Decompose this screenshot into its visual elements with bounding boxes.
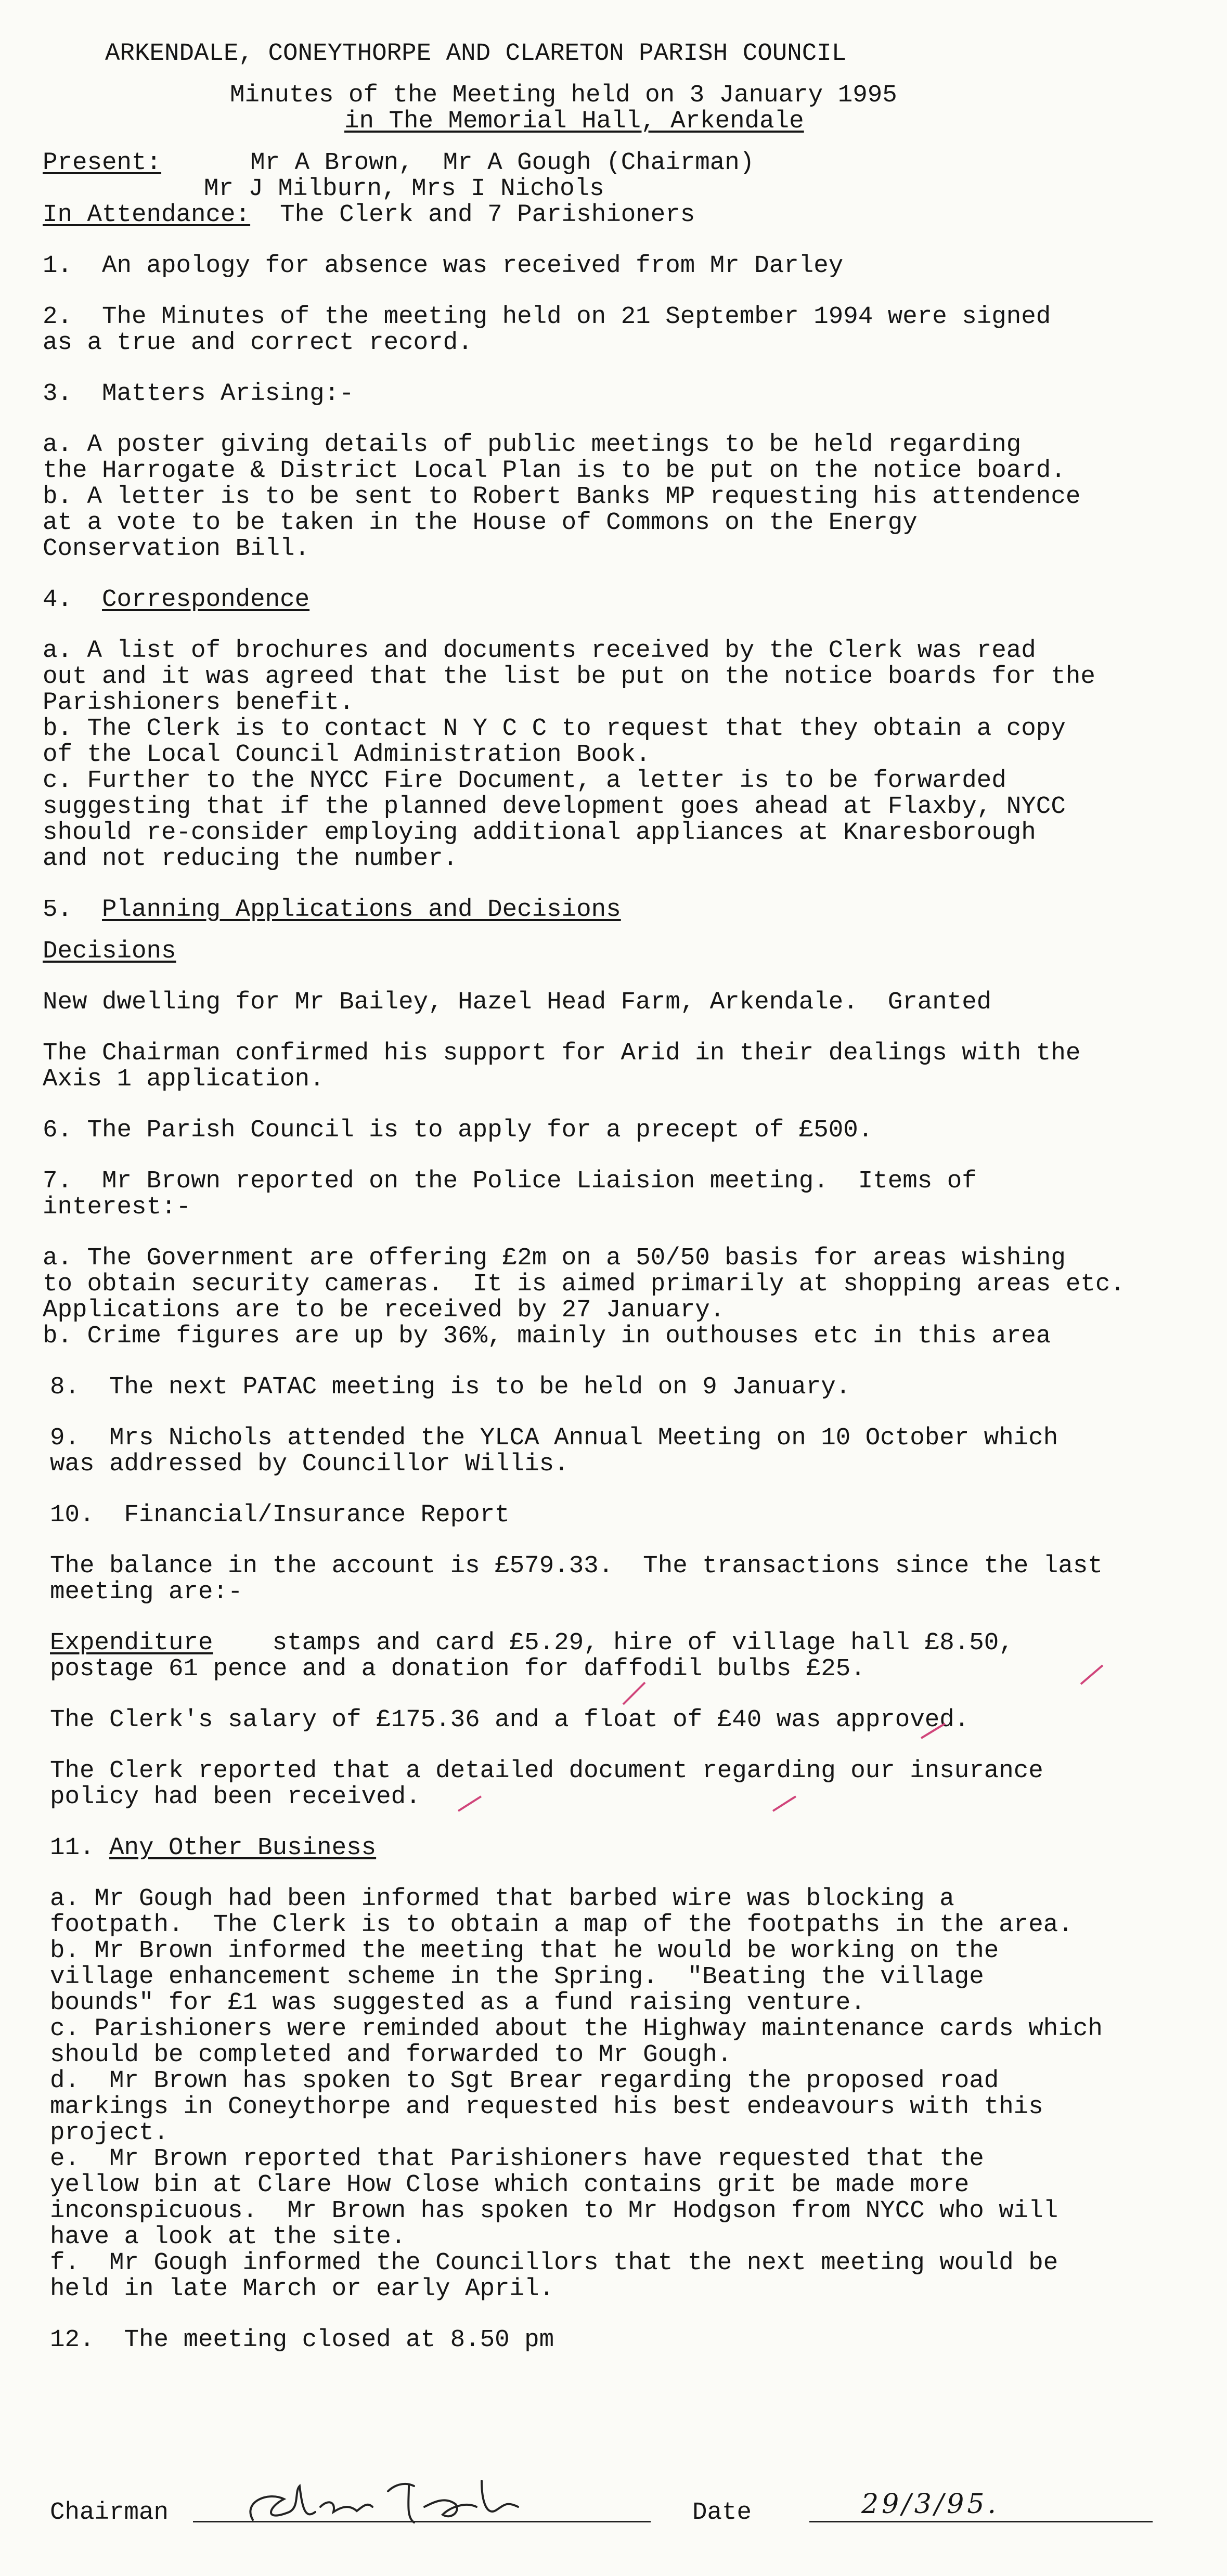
item-3b-line-2: at a vote to be taken in the House of Commons on the Energy (43, 509, 918, 537)
item-6: 6. The Parish Council is to apply for a precept of £500. (43, 1116, 873, 1144)
decision-1: New dwelling for Mr Bailey, Hazel Head Farm, Arkendale. Granted (43, 988, 992, 1016)
signature-block (50, 2465, 1179, 2538)
item-4b-line-1: b. The Clerk is to contact N Y C C to request that they obtain a copy (43, 715, 1066, 743)
present-label: Present: (43, 149, 162, 177)
in-attendance-row (43, 202, 1180, 228)
item-7-line-1: 7. Mr Brown reported on the Police Liaision meeting. Items of (43, 1167, 977, 1195)
item-9-line-2: was addressed by Councillor Willis. (50, 1450, 569, 1478)
present-names-1: Mr A Brown, Mr A Gough (Chairman) (250, 149, 755, 177)
item-10-heading: 10. Financial/Insurance Report (50, 1501, 510, 1529)
check-mark-icon (455, 1789, 486, 1815)
present-row (43, 150, 1180, 176)
item-4-number: 4. (43, 586, 102, 614)
decision-2-line-1: The Chairman confirmed his support for Arid in their dealings with the (43, 1039, 1081, 1067)
item-11f-line-2: held in late March or early April. (50, 2275, 554, 2303)
item-7a-line-1: a. The Government are offering £2m on a 50/50 basis for areas wishing (43, 1244, 1066, 1272)
decisions-subheading: Decisions (43, 937, 176, 965)
item-11-heading (43, 1835, 1180, 1861)
check-mark-icon (1077, 1659, 1108, 1690)
insurance-line-1: The Clerk reported that a detailed document regarding our insurance (50, 1757, 1043, 1785)
item-11d-line-2: markings in Coneythorpe and requested his best endeavours with this (50, 2093, 1043, 2121)
chairman-signature (237, 2470, 528, 2528)
item-4b-line-2: of the Local Council Administration Book. (43, 741, 651, 769)
item-12: 12. The meeting closed at 8.50 pm (50, 2326, 554, 2354)
present-names-2: Mr J Milburn, Mrs I Nichols (204, 175, 604, 203)
item-11d-line-3: project. (50, 2119, 169, 2147)
item-3b-line-3: Conservation Bill. (43, 535, 310, 563)
expenditure-items: stamps and card £5.29, hire of village hall £8.50, (213, 1629, 1014, 1657)
date-label: Date (692, 2499, 752, 2527)
item-4-heading (43, 587, 1180, 613)
meeting-venue-line: in The Memorial Hall, Arkendale (344, 107, 804, 135)
expenditure-label: Expenditure (50, 1629, 213, 1657)
item-4c-line-4: and not reducing the number. (43, 845, 458, 873)
item-4a-line-2: out and it was agreed that the list be put on the notice boards for the (43, 663, 1095, 691)
item-11-number: 11. (50, 1834, 110, 1862)
item-3a-line-2: the Harrogate & District Local Plan is to be put on the notice board. (43, 457, 1066, 485)
item-1: 1. An apology for absence was received from Mr Darley (43, 252, 844, 280)
council-title: ARKENDALE, CONEYTHORPE AND CLARETON PARISH COUNCIL (105, 40, 847, 68)
item-5-heading (43, 897, 1180, 923)
insurance-line-2: policy had been received. (50, 1783, 421, 1811)
meeting-date-line: Minutes of the Meeting held on 3 January 1995 (230, 81, 897, 109)
item-11e-line-1: e. Mr Brown reported that Parishioners have requested that the (50, 2145, 984, 2173)
item-7b-line-1: b. Crime figures are up by 36%, mainly in outhouses etc in this area (43, 1322, 1051, 1350)
item-4c-line-1: c. Further to the NYCC Fire Document, a letter is to be forwarded (43, 767, 1006, 795)
item-8: 8. The next PATAC meeting is to be held on 9 January. (50, 1373, 851, 1401)
item-5-number: 5. (43, 896, 102, 924)
item-4c-line-2: suggesting that if the planned development goes ahead at Flaxby, NYCC (43, 793, 1066, 821)
item-4a-line-3: Parishioners benefit. (43, 689, 354, 717)
item-11d-line-1: d. Mr Brown has spoken to Sgt Brear regarding the proposed road (50, 2067, 999, 2095)
item-11e-line-2: yellow bin at Clare How Close which contains grit be made more (50, 2171, 970, 2199)
check-mark-icon (770, 1789, 801, 1815)
item-3b-line-1: b. A letter is to be sent to Robert Banks MP requesting his attendence (43, 483, 1081, 511)
planning-heading: Planning Applications and Decisions (102, 896, 621, 924)
item-7-line-2: interest:- (43, 1193, 191, 1221)
balance-line-1: The balance in the account is £579.33. The transactions since the last (50, 1552, 1103, 1580)
correspondence-heading: Correspondence (102, 586, 310, 614)
item-4a-line-1: a. A list of brochures and documents received by the Clerk was read (43, 637, 1036, 665)
item-11f-line-1: f. Mr Gough informed the Councillors that the next meeting would be (50, 2249, 1058, 2277)
item-4c-line-3: should re-consider employing additional appliances at Knaresborough (43, 819, 1036, 847)
expenditure-line-1 (43, 1630, 1180, 1656)
item-11e-line-4: have a look at the site. (50, 2223, 406, 2251)
aob-heading: Any Other Business (109, 1834, 377, 1862)
item-11e-line-3: inconspicuous. Mr Brown has spoken to Mr Hodgson from NYCC who will (50, 2197, 1058, 2225)
item-11b-line-2: village enhancement scheme in the Spring. "Beating the village (50, 1963, 984, 1991)
item-9-line-1: 9. Mrs Nichols attended the YLCA Annual Meeting on 10 October which (50, 1424, 1058, 1452)
check-mark-icon (918, 1716, 949, 1742)
in-attendance-label: In Attendance: (43, 201, 251, 229)
item-11b-line-3: bounds" for £1 was suggested as a fund raising venture. (50, 1989, 866, 2017)
date-line (809, 2521, 1153, 2522)
item-11a-line-2: footpath. The Clerk is to obtain a map of the footpaths in the area. (50, 1911, 1073, 1939)
item-7a-line-3: Applications are to be received by 27 January. (43, 1296, 725, 1324)
item-11c-line-1: c. Parishioners were reminded about the Highway maintenance cards which (50, 2015, 1103, 2043)
item-2-line-1: 2. The Minutes of the meeting held on 21 September 1994 were signed (43, 303, 1051, 331)
item-11b-line-1: b. Mr Brown informed the meeting that he would be working on the (50, 1937, 999, 1965)
clerk-salary-line: The Clerk's salary of £175.36 and a float of £40 was approved. (50, 1706, 970, 1734)
chairman-label: Chairman (50, 2499, 169, 2527)
item-2-line-2: as a true and correct record. (43, 329, 473, 357)
balance-line-2: meeting are:- (50, 1578, 243, 1606)
item-3a-line-1: a. A poster giving details of public meetings to be held regarding (43, 431, 1022, 459)
item-3-heading: 3. Matters Arising:- (43, 380, 354, 408)
in-attendance-value: The Clerk and 7 Parishioners (280, 201, 695, 229)
expenditure-line-2: postage 61 pence and a donation for daffodil bulbs £25. (50, 1655, 866, 1683)
item-7a-line-2: to obtain security cameras. It is aimed primarily at shopping areas etc. (43, 1270, 1125, 1298)
check-mark-icon (619, 1677, 650, 1708)
item-11c-line-2: should be completed and forwarded to Mr Gough. (50, 2041, 732, 2069)
item-11a-line-1: a. Mr Gough had been informed that barbed wire was blocking a (50, 1885, 954, 1913)
decision-2-line-2: Axis 1 application. (43, 1065, 325, 1093)
signature-date: 29/3/95. (861, 2489, 999, 2520)
